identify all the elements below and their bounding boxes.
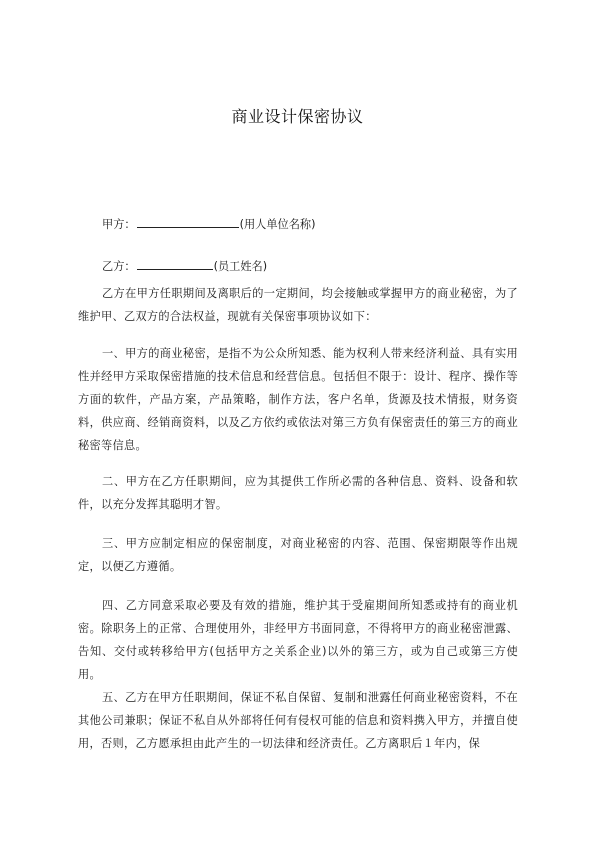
paragraph-clause-2: 二、甲方在乙方任职期间，应为其提供工作所必需的各种信息、资料、设备和软件，以充分发挥其聪明才智。 xyxy=(78,475,518,511)
paragraph-clause-3: 三、甲方应制定相应的保密制度，对商业秘密的内容、范围、保密期限等作出规定，以便乙方遵循。 xyxy=(78,537,518,573)
party-b-label: 乙方： xyxy=(102,260,136,273)
paragraph-intro: 乙方在甲方任职期间及离职后的一定期间，均会接触或掌握甲方的商业秘密，为了维护甲、乙双方的合法权益，现就有关保密事项协议如下： xyxy=(78,287,518,323)
paragraph-clause-1: 一、甲方的商业秘密，是指不为公众所知悉、能为权利人带来经济利益、具有实用性并经甲方采取保密措施的技术信息和经营信息。包括但不限于：设计、程序、操作等方面的软件，产品方案，产品策略，制作方法，客户名单，货源及技术情报，财务资料，供应商、经销商资料，以及乙方依约或依法对第三方负有保密责任的第三方的商业秘密等信息。 xyxy=(78,347,518,452)
party-b-blank xyxy=(137,258,213,270)
party-a-line xyxy=(102,216,315,233)
paragraph-clause-4: 四、乙方同意采取必要及有效的措施，维护其于受雇期间所知悉或持有的商业机密。除职务上的正常、合理使用外，非经甲方书面同意，不得将甲方的商业秘密泄露、告知、交付或转移给甲方(包括甲方之关系企业)以外的第三方，或为自己或第三方使用。 xyxy=(78,599,518,681)
paragraph-clause-5: 五、乙方在甲方任职期间，保证不私自保留、复制和泄露任何商业秘密资料，不在其他公司兼职；保证不私自从外部将任何有侵权可能的信息和资料携入甲方，并擅自使用，否则，乙方愿承担由此产生的一切法律和经济责任。乙方离职后１年内，保 xyxy=(78,691,518,750)
party-a-note: (用人单位名称) xyxy=(239,218,316,231)
party-a-label: 甲方： xyxy=(102,218,136,231)
party-b-note: (员工姓名) xyxy=(213,260,268,273)
document-title: 商业设计保密协议 xyxy=(231,107,364,126)
party-b-line xyxy=(102,258,267,275)
party-a-blank xyxy=(137,216,239,228)
